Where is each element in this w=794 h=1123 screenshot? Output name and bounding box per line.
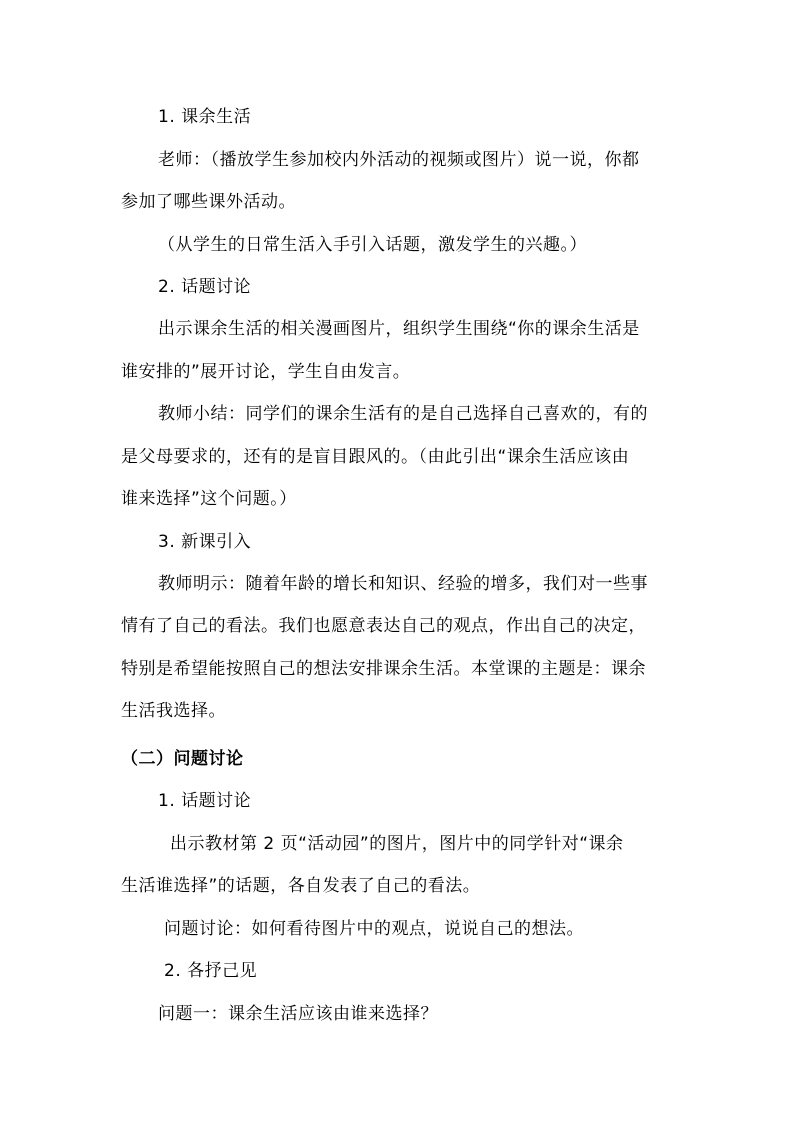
question-one: 问题一：课余生活应该由谁来选择？ bbox=[158, 1004, 438, 1024]
paragraph-line: 问题讨论：如何看待图片中的观点，说说自己的想法。 bbox=[164, 919, 584, 939]
paragraph-line: 谁来选择”这个问题。） bbox=[121, 489, 297, 509]
paragraph-line: 生活我选择。 bbox=[121, 701, 226, 721]
subheading-topic-discussion: 2. 话题讨论 bbox=[158, 277, 252, 297]
paragraph-line: 特别是希望能按照自己的想法安排课余生活。本堂课的主题是：课余 bbox=[121, 659, 646, 679]
paragraph-line: 谁安排的”展开讨论，学生自由发言。 bbox=[121, 362, 411, 382]
paragraph-line: 是父母要求的，还有的是盲目跟风的。（由此引出“课余生活应该由 bbox=[121, 447, 630, 467]
paragraph-line: 出示课余生活的相关漫画图片，组织学生围绕“你的课余生活是 bbox=[158, 319, 640, 339]
subheading-after-school-life: 1. 课余生活 bbox=[158, 107, 252, 127]
subheading-new-lesson: 3. 新课引入 bbox=[158, 532, 252, 552]
subheading-share-opinions: 2. 各抒己见 bbox=[164, 961, 258, 981]
paragraph-line: 老师：（播放学生参加校内外活动的视频或图片）说一说，你都 bbox=[158, 150, 640, 170]
section-heading-problem-discussion: （二）问题讨论 bbox=[121, 749, 244, 769]
paragraph-line: 情有了自己的看法。我们也愿意表达自己的观点，作出自己的决定， bbox=[121, 616, 646, 636]
paragraph-line: 参加了哪些课外活动。 bbox=[121, 192, 296, 212]
paragraph-line: 生活谁选择”的话题，各自发表了自己的看法。 bbox=[121, 876, 481, 896]
paragraph-line: （从学生的日常生活入手引入话题，激发学生的兴趣。） bbox=[158, 235, 587, 255]
paragraph-line: 出示教材第 2 页“活动园”的图片，图片中的同学针对“课余 bbox=[170, 834, 624, 854]
paragraph-line: 教师明示：随着年龄的增长和知识、经验的增多，我们对一些事 bbox=[158, 574, 648, 594]
paragraph-line: 教师小结：同学们的课余生活有的是自己选择自己喜欢的，有的 bbox=[158, 404, 648, 424]
subheading-topic-discussion-2: 1. 话题讨论 bbox=[158, 791, 252, 811]
